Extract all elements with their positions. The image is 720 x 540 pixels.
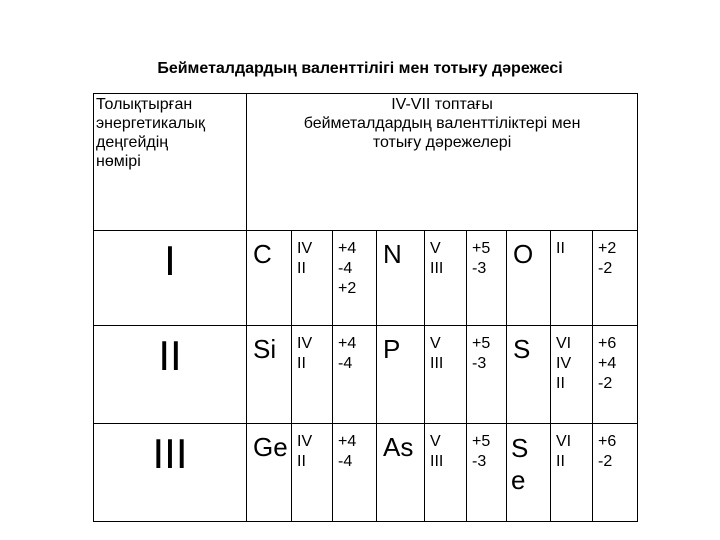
element-symbol: C bbox=[247, 231, 292, 326]
header-right-line: тотығу дәрежелері bbox=[372, 134, 512, 151]
header-left-line: Толықтырған bbox=[96, 96, 193, 113]
oxidation-cell bbox=[333, 424, 377, 522]
oxidation-cell bbox=[467, 326, 507, 424]
header-level-cell bbox=[94, 94, 247, 231]
valence-value: VI bbox=[556, 433, 572, 450]
valence-value: III bbox=[430, 453, 444, 470]
valence-cell bbox=[551, 231, 593, 326]
element-symbol: O bbox=[507, 231, 551, 326]
oxidation-value: +6 bbox=[598, 335, 617, 352]
oxidation-cell bbox=[467, 424, 507, 522]
element-symbol-part: e bbox=[511, 465, 526, 495]
valence-value: V bbox=[430, 335, 441, 352]
oxidation-cell bbox=[333, 326, 377, 424]
element-symbol: N bbox=[377, 231, 425, 326]
valence-cell bbox=[292, 326, 333, 424]
valence-cell bbox=[551, 326, 593, 424]
header-left-line: энергетикалық bbox=[96, 115, 205, 132]
oxidation-value: -3 bbox=[472, 355, 487, 372]
level-cell: III bbox=[94, 424, 247, 522]
oxidation-value: -3 bbox=[472, 453, 487, 470]
table-row bbox=[94, 326, 638, 424]
valence-value: III bbox=[430, 355, 444, 372]
valence-value: II bbox=[297, 260, 306, 277]
oxidation-value: -2 bbox=[598, 375, 613, 392]
valence-value: IV bbox=[297, 433, 313, 450]
level-cell: II bbox=[94, 326, 247, 424]
oxidation-cell bbox=[333, 231, 377, 326]
valence-cell bbox=[551, 424, 593, 522]
element-symbol: Si bbox=[247, 326, 292, 424]
header-left-line: деңгейдің bbox=[96, 134, 169, 151]
oxidation-value: -4 bbox=[338, 453, 353, 470]
oxidation-cell bbox=[467, 231, 507, 326]
oxidation-value: +4 bbox=[338, 433, 357, 450]
valence-cell bbox=[425, 424, 467, 522]
oxidation-value: -3 bbox=[472, 260, 487, 277]
element-symbol: As bbox=[377, 424, 425, 522]
valence-value: IV bbox=[297, 240, 313, 257]
valence-value: IV bbox=[297, 335, 313, 352]
valence-value: III bbox=[430, 260, 444, 277]
oxidation-value: -2 bbox=[598, 453, 613, 470]
oxidation-value: +2 bbox=[598, 240, 617, 257]
oxidation-value: +4 bbox=[598, 355, 617, 372]
table-row bbox=[94, 231, 638, 326]
page-title: Бейметалдардың валенттілігі мен тотығу дәрежесі bbox=[157, 60, 563, 77]
oxidation-value: -4 bbox=[338, 260, 353, 277]
level-cell: I bbox=[94, 231, 247, 326]
valence-value: V bbox=[430, 433, 441, 450]
oxidation-value: +5 bbox=[472, 335, 491, 352]
oxidation-cell bbox=[593, 231, 638, 326]
valence-value: VI bbox=[556, 335, 572, 352]
oxidation-value: +4 bbox=[338, 335, 357, 352]
valence-cell bbox=[425, 326, 467, 424]
element-symbol: Ge bbox=[247, 424, 292, 522]
oxidation-value: +5 bbox=[472, 433, 491, 450]
table-row bbox=[94, 424, 638, 522]
valence-value: IV bbox=[556, 355, 572, 372]
valence-value: II bbox=[556, 240, 565, 257]
oxidation-value: -2 bbox=[598, 260, 613, 277]
valence-value: II bbox=[297, 355, 306, 372]
element-symbol: P bbox=[377, 326, 425, 424]
valence-value: II bbox=[556, 375, 565, 392]
header-right-line: IV-VII топтағы bbox=[391, 96, 493, 113]
oxidation-value: +2 bbox=[338, 280, 357, 297]
header-elements-cell bbox=[247, 94, 638, 231]
valence-value: II bbox=[556, 453, 565, 470]
valence-cell bbox=[292, 424, 333, 522]
header-right-line: бейметалдардың валенттіліктері мен bbox=[303, 115, 581, 132]
element-symbol bbox=[507, 424, 551, 522]
oxidation-value: +4 bbox=[338, 240, 357, 257]
oxidation-cell bbox=[593, 326, 638, 424]
oxidation-cell bbox=[593, 424, 638, 522]
header-left-line: нөмірі bbox=[96, 153, 141, 170]
oxidation-value: +5 bbox=[472, 240, 491, 257]
valence-value: V bbox=[430, 240, 441, 257]
oxidation-value: -4 bbox=[338, 355, 353, 372]
valence-value: II bbox=[297, 453, 306, 470]
element-symbol-part: S bbox=[511, 433, 529, 463]
valence-cell bbox=[292, 231, 333, 326]
valence-table bbox=[93, 93, 638, 522]
valence-cell bbox=[425, 231, 467, 326]
element-symbol: S bbox=[507, 326, 551, 424]
oxidation-value: +6 bbox=[598, 433, 617, 450]
header-row bbox=[94, 94, 638, 231]
